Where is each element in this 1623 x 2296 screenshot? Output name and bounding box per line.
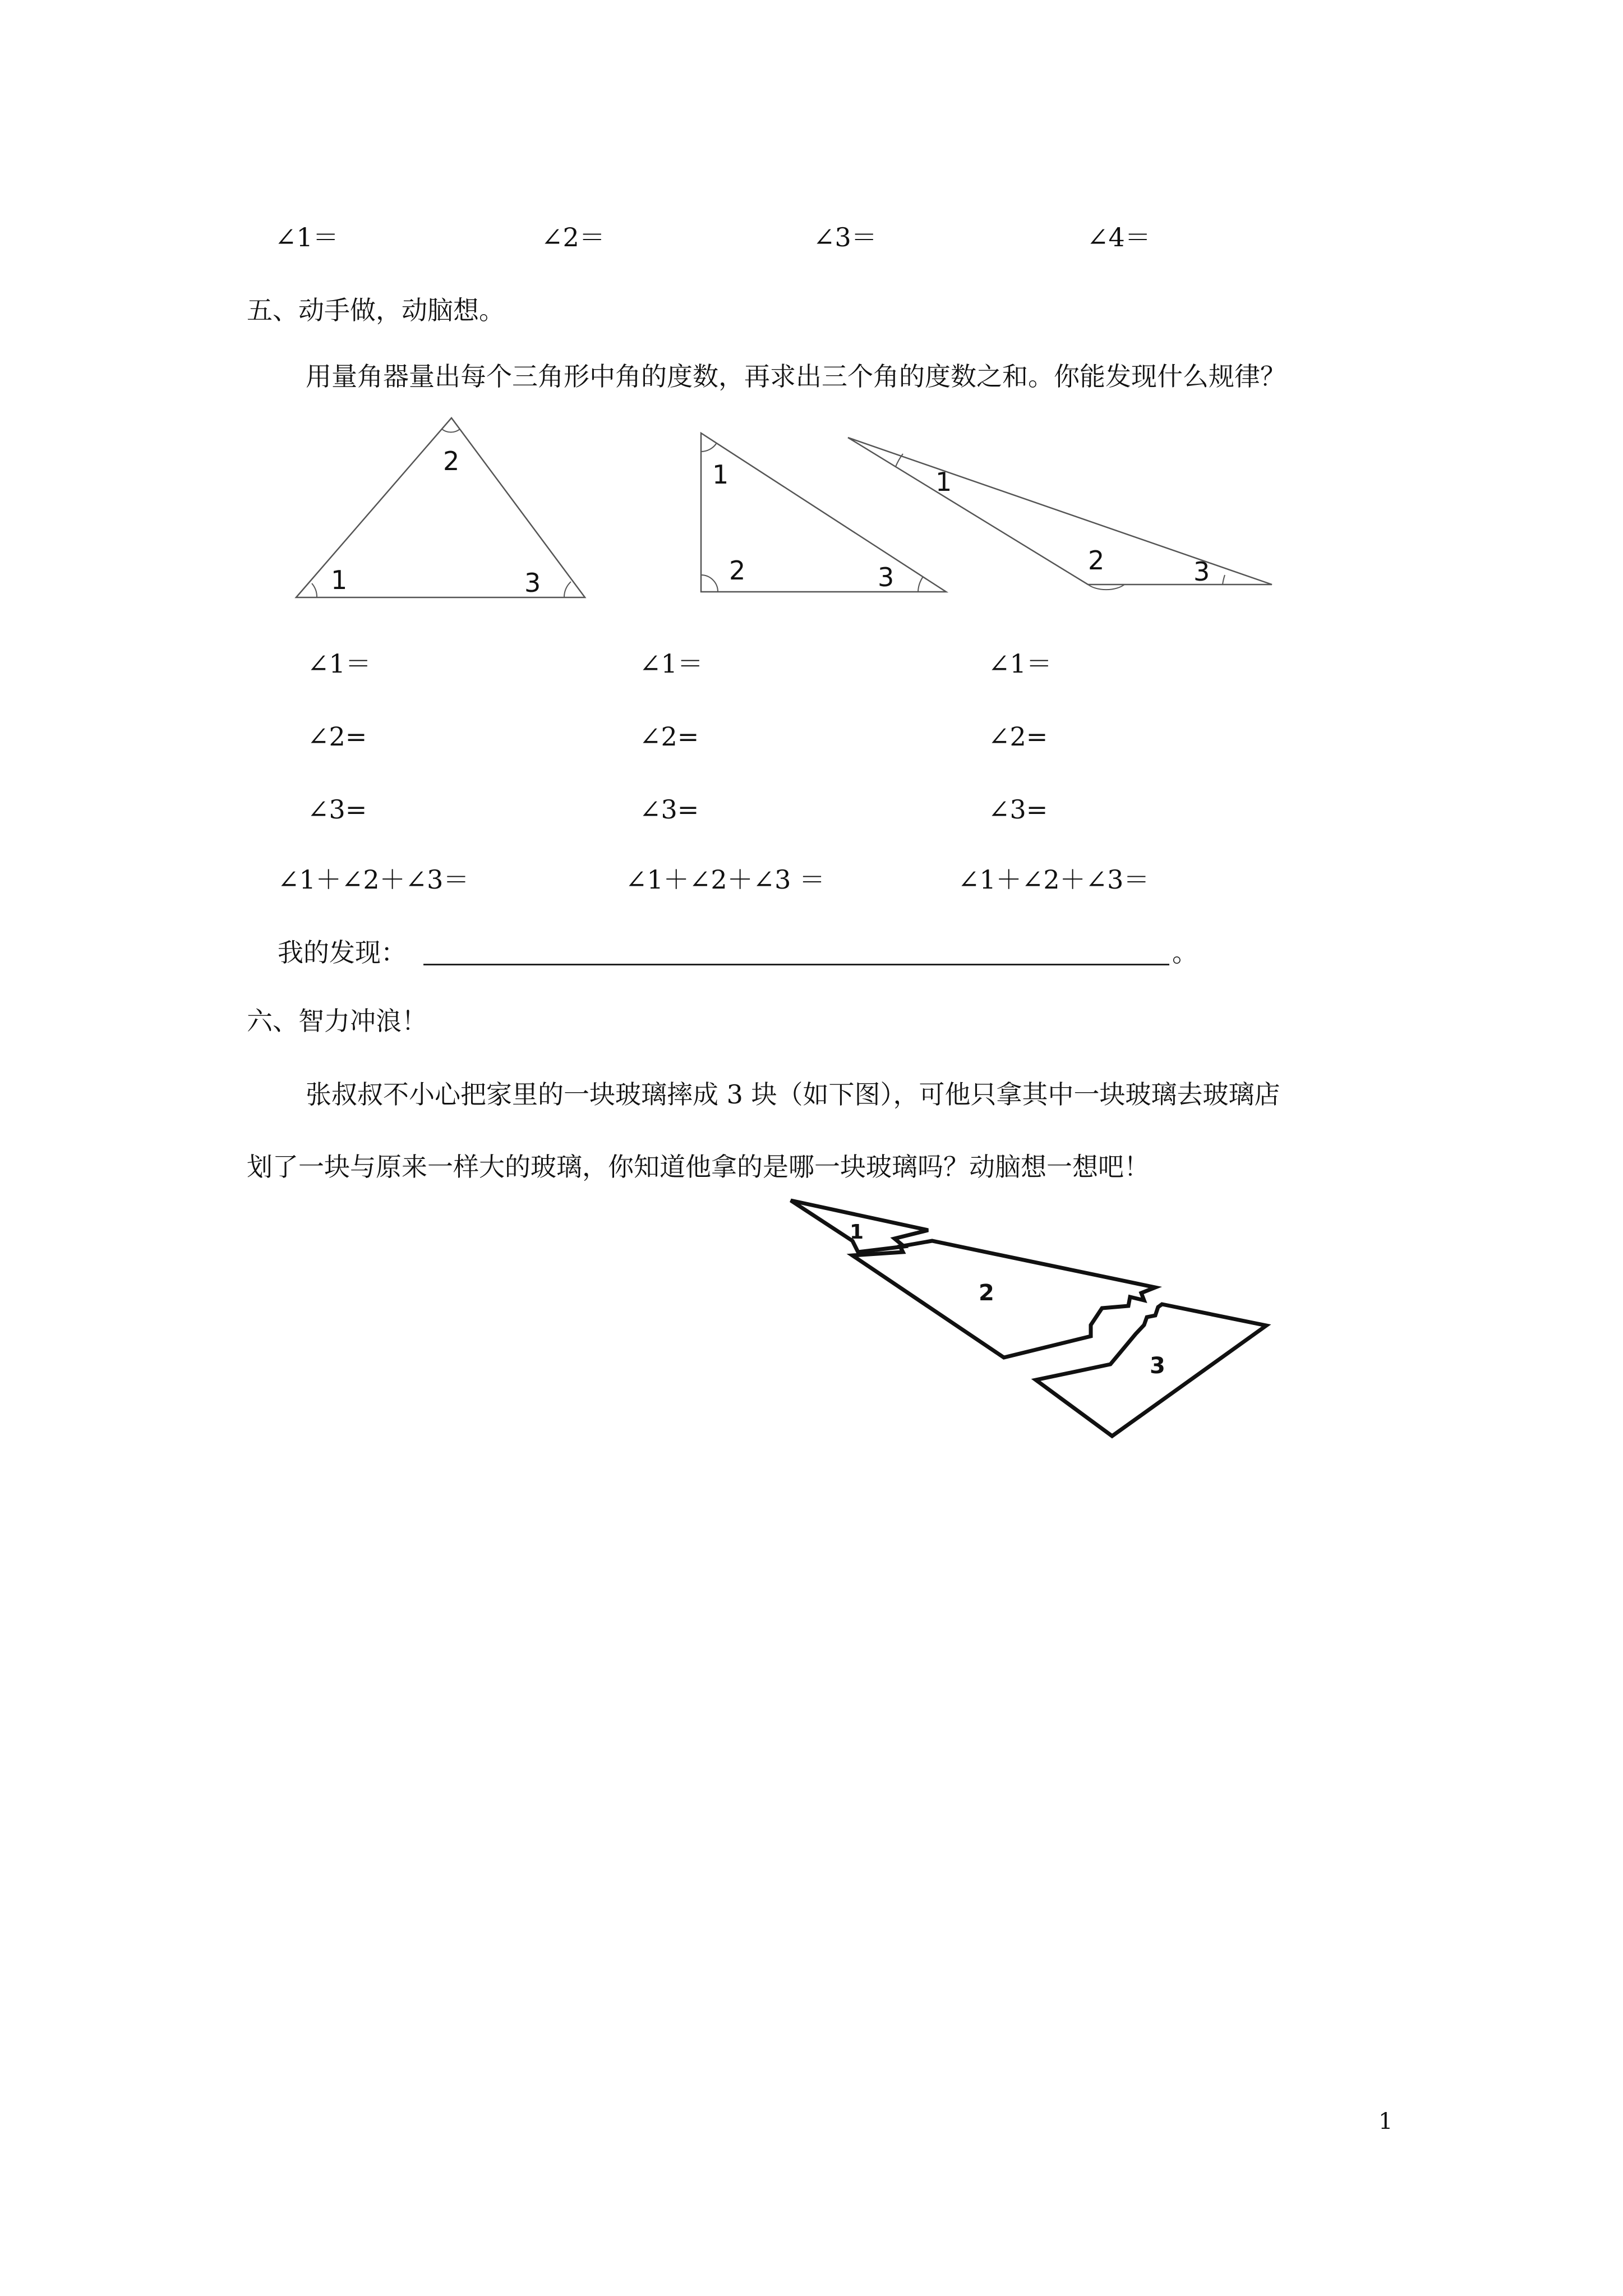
triangle-3-label-2: 2 — [1088, 545, 1105, 576]
tri2-sum-answer: ∠1＋∠2＋∠3 ＝ — [625, 864, 826, 895]
tri2-angle3-answer: ∠3= — [639, 794, 699, 825]
section6-line1: 张叔叔不小心把家里的一块玻璃摔成 3 块（如下图），可他只拿其中一块玻璃去玻璃店 — [306, 1079, 1280, 1110]
tri3-angle1-answer: ∠1＝ — [988, 648, 1052, 679]
tri1-angle2-answer: ∠2= — [307, 721, 367, 752]
finding-end-mark: 。 — [1172, 937, 1198, 968]
finding-label: 我的发现： — [278, 937, 407, 968]
top-angle-2: ∠2＝ — [541, 222, 605, 252]
glass-piece-2-label: 2 — [979, 1280, 994, 1306]
top-angle-1: ∠1＝ — [275, 222, 339, 252]
triangle-2-label-2: 2 — [729, 555, 746, 586]
triangle-2-label-1: 1 — [712, 459, 729, 490]
top-angle-4: ∠4＝ — [1087, 222, 1151, 252]
tri3-angle3-answer: ∠3= — [988, 794, 1048, 825]
tri2-angle2-answer: ∠2= — [639, 721, 699, 752]
tri1-sum-answer: ∠1＋∠2＋∠3＝ — [278, 864, 469, 895]
tri2-angle1-answer: ∠1＝ — [639, 648, 703, 679]
section5-instruction: 用量角器量出每个三角形中角的度数，再求出三个角的度数之和。你能发现什么规律？ — [306, 361, 1286, 392]
tri3-sum-answer: ∠1＋∠2＋∠3＝ — [958, 864, 1150, 895]
glass-piece-1-label: 1 — [850, 1221, 864, 1244]
section6-line2: 划了一块与原来一样大的玻璃，你知道他拿的是哪一块玻璃吗？动脑想一想吧！ — [247, 1152, 1150, 1182]
triangle-1-label-3: 3 — [524, 568, 541, 598]
triangle-1-label-2: 2 — [443, 446, 460, 476]
triangle-2-label-3: 3 — [878, 562, 895, 592]
section5-heading: 五、动手做，动脑想。 — [247, 295, 505, 325]
glass-piece-3-label: 3 — [1150, 1353, 1165, 1379]
top-angle-3: ∠3＝ — [813, 222, 877, 252]
section6-heading: 六、智力冲浪！ — [247, 1006, 427, 1036]
triangle-3-label-3: 3 — [1193, 556, 1210, 587]
tri3-angle2-answer: ∠2= — [988, 721, 1048, 752]
tri1-angle1-answer: ∠1＝ — [307, 648, 371, 679]
triangle-3-label-1: 1 — [935, 467, 952, 497]
page-number: 1 — [1378, 2109, 1393, 2134]
triangle-1-label-1: 1 — [331, 565, 348, 595]
glass-piece-2 — [852, 1241, 1155, 1358]
tri1-angle3-answer: ∠3= — [307, 794, 367, 825]
